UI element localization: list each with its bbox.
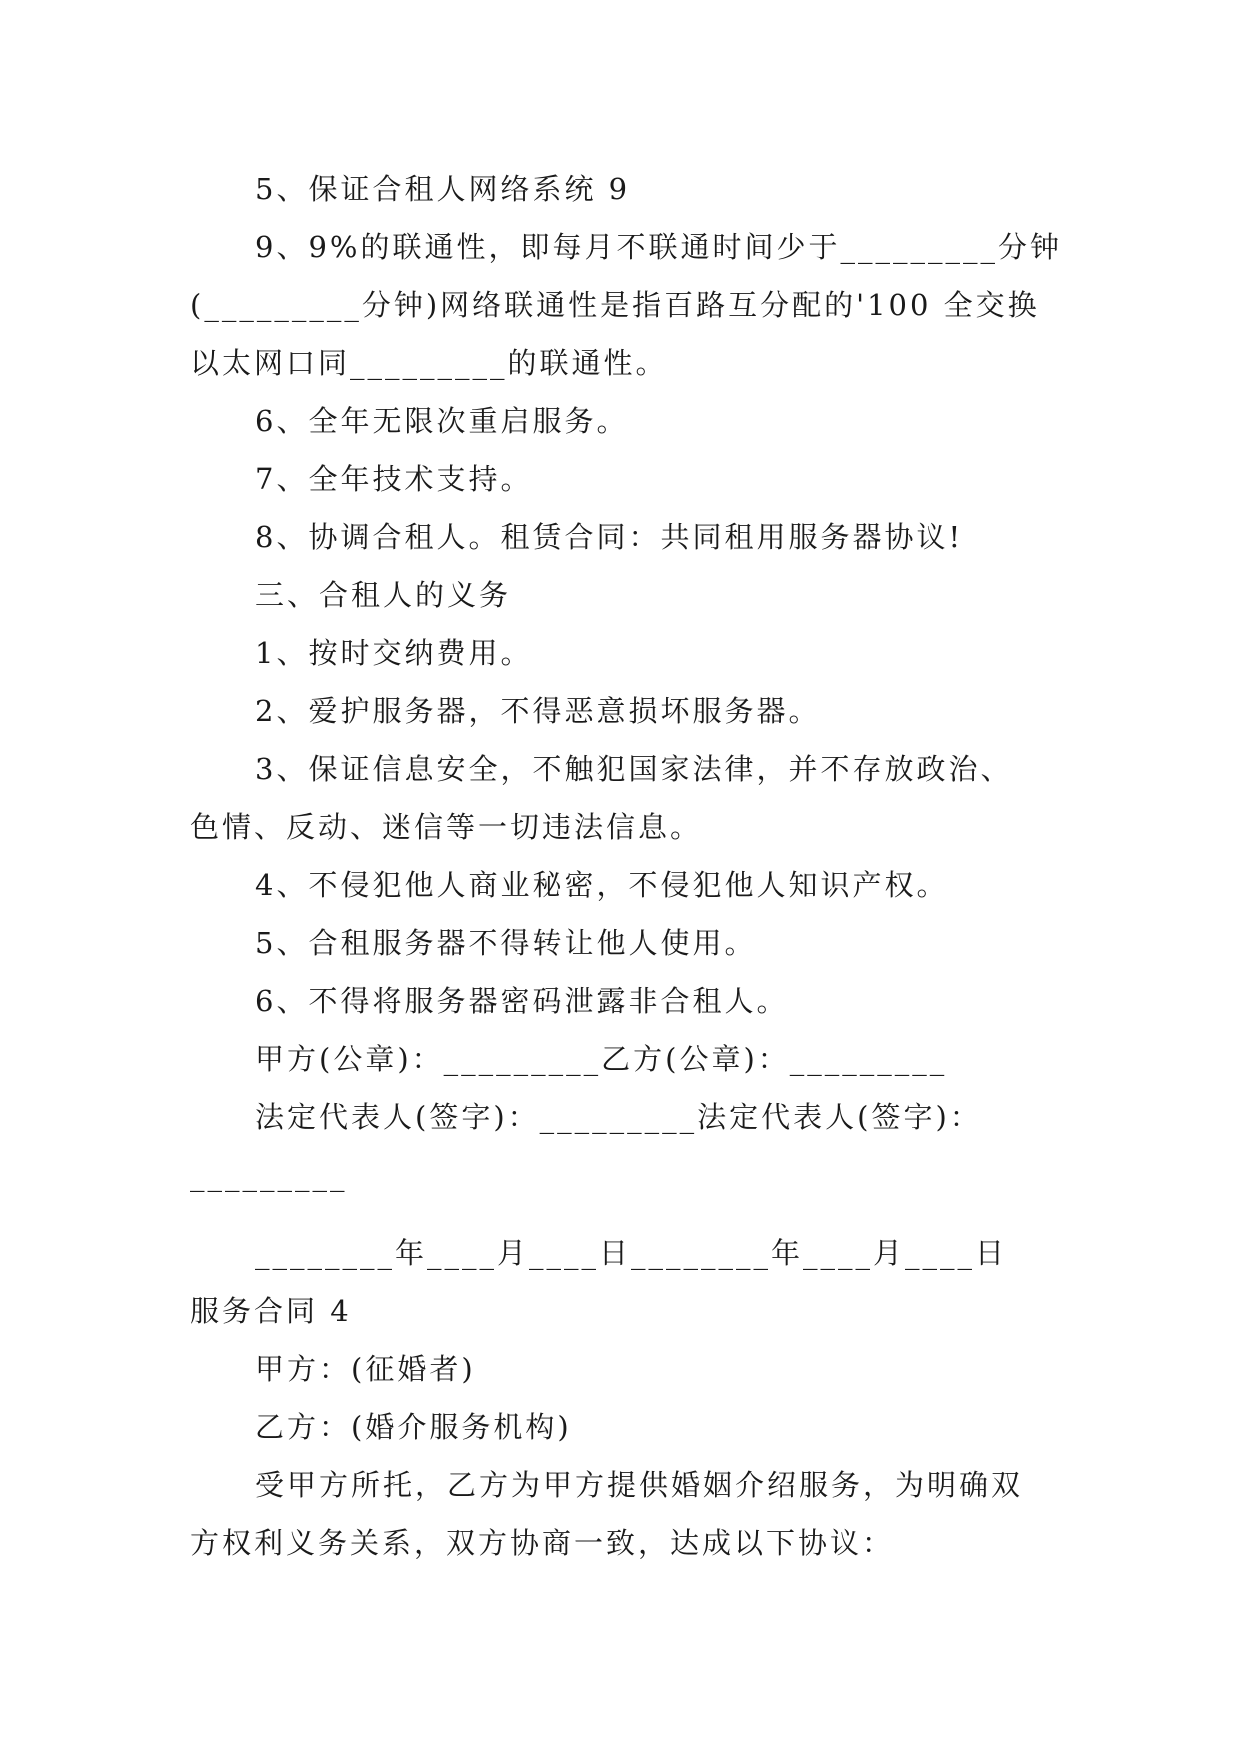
paragraph-line: 5、保证合租人网络系统 9 (255, 172, 631, 206)
contract-title: 服务合同 4 (190, 1294, 352, 1328)
paragraph-line: 受甲方所托，乙方为甲方提供婚姻介绍服务，为明确双 (255, 1468, 1024, 1502)
paragraph-line: 方权利义务关系，双方协商一致，达成以下协议： (190, 1526, 895, 1560)
paragraph-line: 5、合租服务器不得转让他人使用。 (255, 926, 757, 960)
signature-line-representative: 法定代表人(签字)：_________法定代表人(签字)： (255, 1100, 982, 1134)
paragraph-line: 2、爱护服务器，不得恶意损坏服务器。 (255, 694, 821, 728)
paragraph-line: 4、不侵犯他人商业秘密，不侵犯他人知识产权。 (255, 868, 949, 902)
paragraph-line: 8、协调合租人。租赁合同：共同租用服务器协议! (255, 520, 964, 554)
paragraph-line: 3、保证信息安全，不触犯国家法律，并不存放政治、 (255, 752, 1013, 786)
paragraph-line: 9、9%的联通性，即每月不联通时间少于_________分钟 (255, 230, 1062, 264)
paragraph-line: (_________分钟)网络联通性是指百路互分配的'100 全交换 (190, 288, 1040, 322)
party-a-line: 甲方：(征婚者) (255, 1352, 476, 1386)
spacer (190, 1204, 1060, 1224)
paragraph-line: 1、按时交纳费用。 (255, 636, 533, 670)
paragraph-line: 7、全年技术支持。 (255, 462, 533, 496)
paragraph-line: 以太网口同_________的联通性。 (190, 346, 668, 380)
document-body (190, 160, 1060, 1572)
signature-line-seal: 甲方(公章)：_________乙方(公章)：_________ (255, 1042, 948, 1076)
paragraph-line: 6、不得将服务器密码泄露非合租人。 (255, 984, 789, 1018)
paragraph-line: 色情、反动、迷信等一切违法信息。 (190, 810, 703, 844)
party-b-line: 乙方：(婚介服务机构) (255, 1410, 572, 1444)
paragraph-line: 6、全年无限次重启服务。 (255, 404, 629, 438)
signature-blank: _________ (190, 1158, 348, 1192)
date-line: ________年____月____日________年____月____日 (255, 1236, 1008, 1270)
section-heading: 三、合租人的义务 (255, 578, 512, 612)
